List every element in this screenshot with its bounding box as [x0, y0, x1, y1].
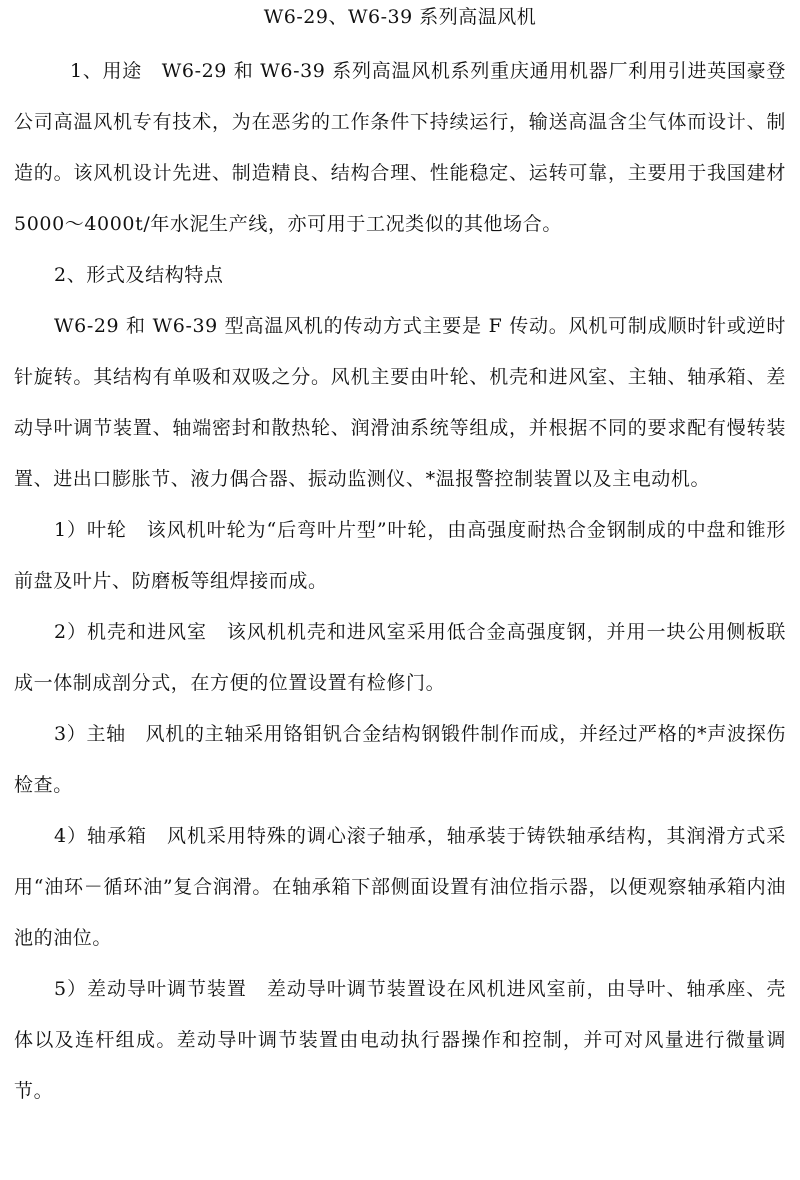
document-title: W6-29、W6-39 系列高温风机 — [263, 6, 537, 28]
casing-paragraph: 2）机壳和进风室 该风机机壳和进风室采用低合金高强度钢，并用一块公用侧板联成一体制成剖分式，在方便的位置设置有检修门。 — [14, 621, 786, 694]
document-page — [14, 4, 786, 1117]
structure-overview-paragraph: W6-29 和 W6-39 型高温风机的传动方式主要是 F 传动。风机可制成顺时针或逆时针旋转。其结构有单吸和双吸之分。风机主要由叶轮、机壳和进风室、主轴、轴承箱、差动导叶调节装置、轴端密封和散热轮、润滑油系统等组成，并根据不同的要求配有慢转装置、进出口膨胀节、液力偶合器、振动监测仪、*温报警控制装置以及主电动机。 — [14, 315, 786, 490]
impeller-paragraph: 1）叶轮 该风机叶轮为“后弯叶片型”叶轮，由高强度耐热合金钢制成的中盘和锥形前盘及叶片、防磨板等组焊接而成。 — [14, 519, 786, 592]
section-structure-heading: 2、形式及结构特点 — [54, 264, 224, 286]
main-shaft-paragraph: 3）主轴 风机的主轴采用铬钼钒合金结构钢锻件制作而成，并经过严格的*声波探伤检查。 — [14, 723, 786, 796]
bearing-box-paragraph: 4）轴承箱 风机采用特殊的调心滚子轴承，轴承装于铸铁轴承结构，其润滑方式采用“油环－循环油”复合润滑。在轴承箱下部侧面设置有油位指示器，以便观察轴承箱内油池的油位。 — [14, 825, 786, 949]
section-purpose-paragraph: 1、用途 W6-29 和 W6-39 系列高温风机系列重庆通用机器厂利用引进英国豪登公司高温风机专有技术，为在恶劣的工作条件下持续运行，输送高温含尘气体而设计、制造的。该风机设计先进、制造精良、结构合理、性能稳定、运转可靠，主要用于我国建材 5000～4000t/年水泥生产线，亦可用于工况类似的其他场合。 — [14, 60, 786, 235]
guide-vane-paragraph: 5）差动导叶调节装置 差动导叶调节装置设在风机进风室前，由导叶、轴承座、壳体以及连杆组成。差动导叶调节装置由电动执行器操作和控制，并可对风量进行微量调节。 — [14, 978, 786, 1102]
